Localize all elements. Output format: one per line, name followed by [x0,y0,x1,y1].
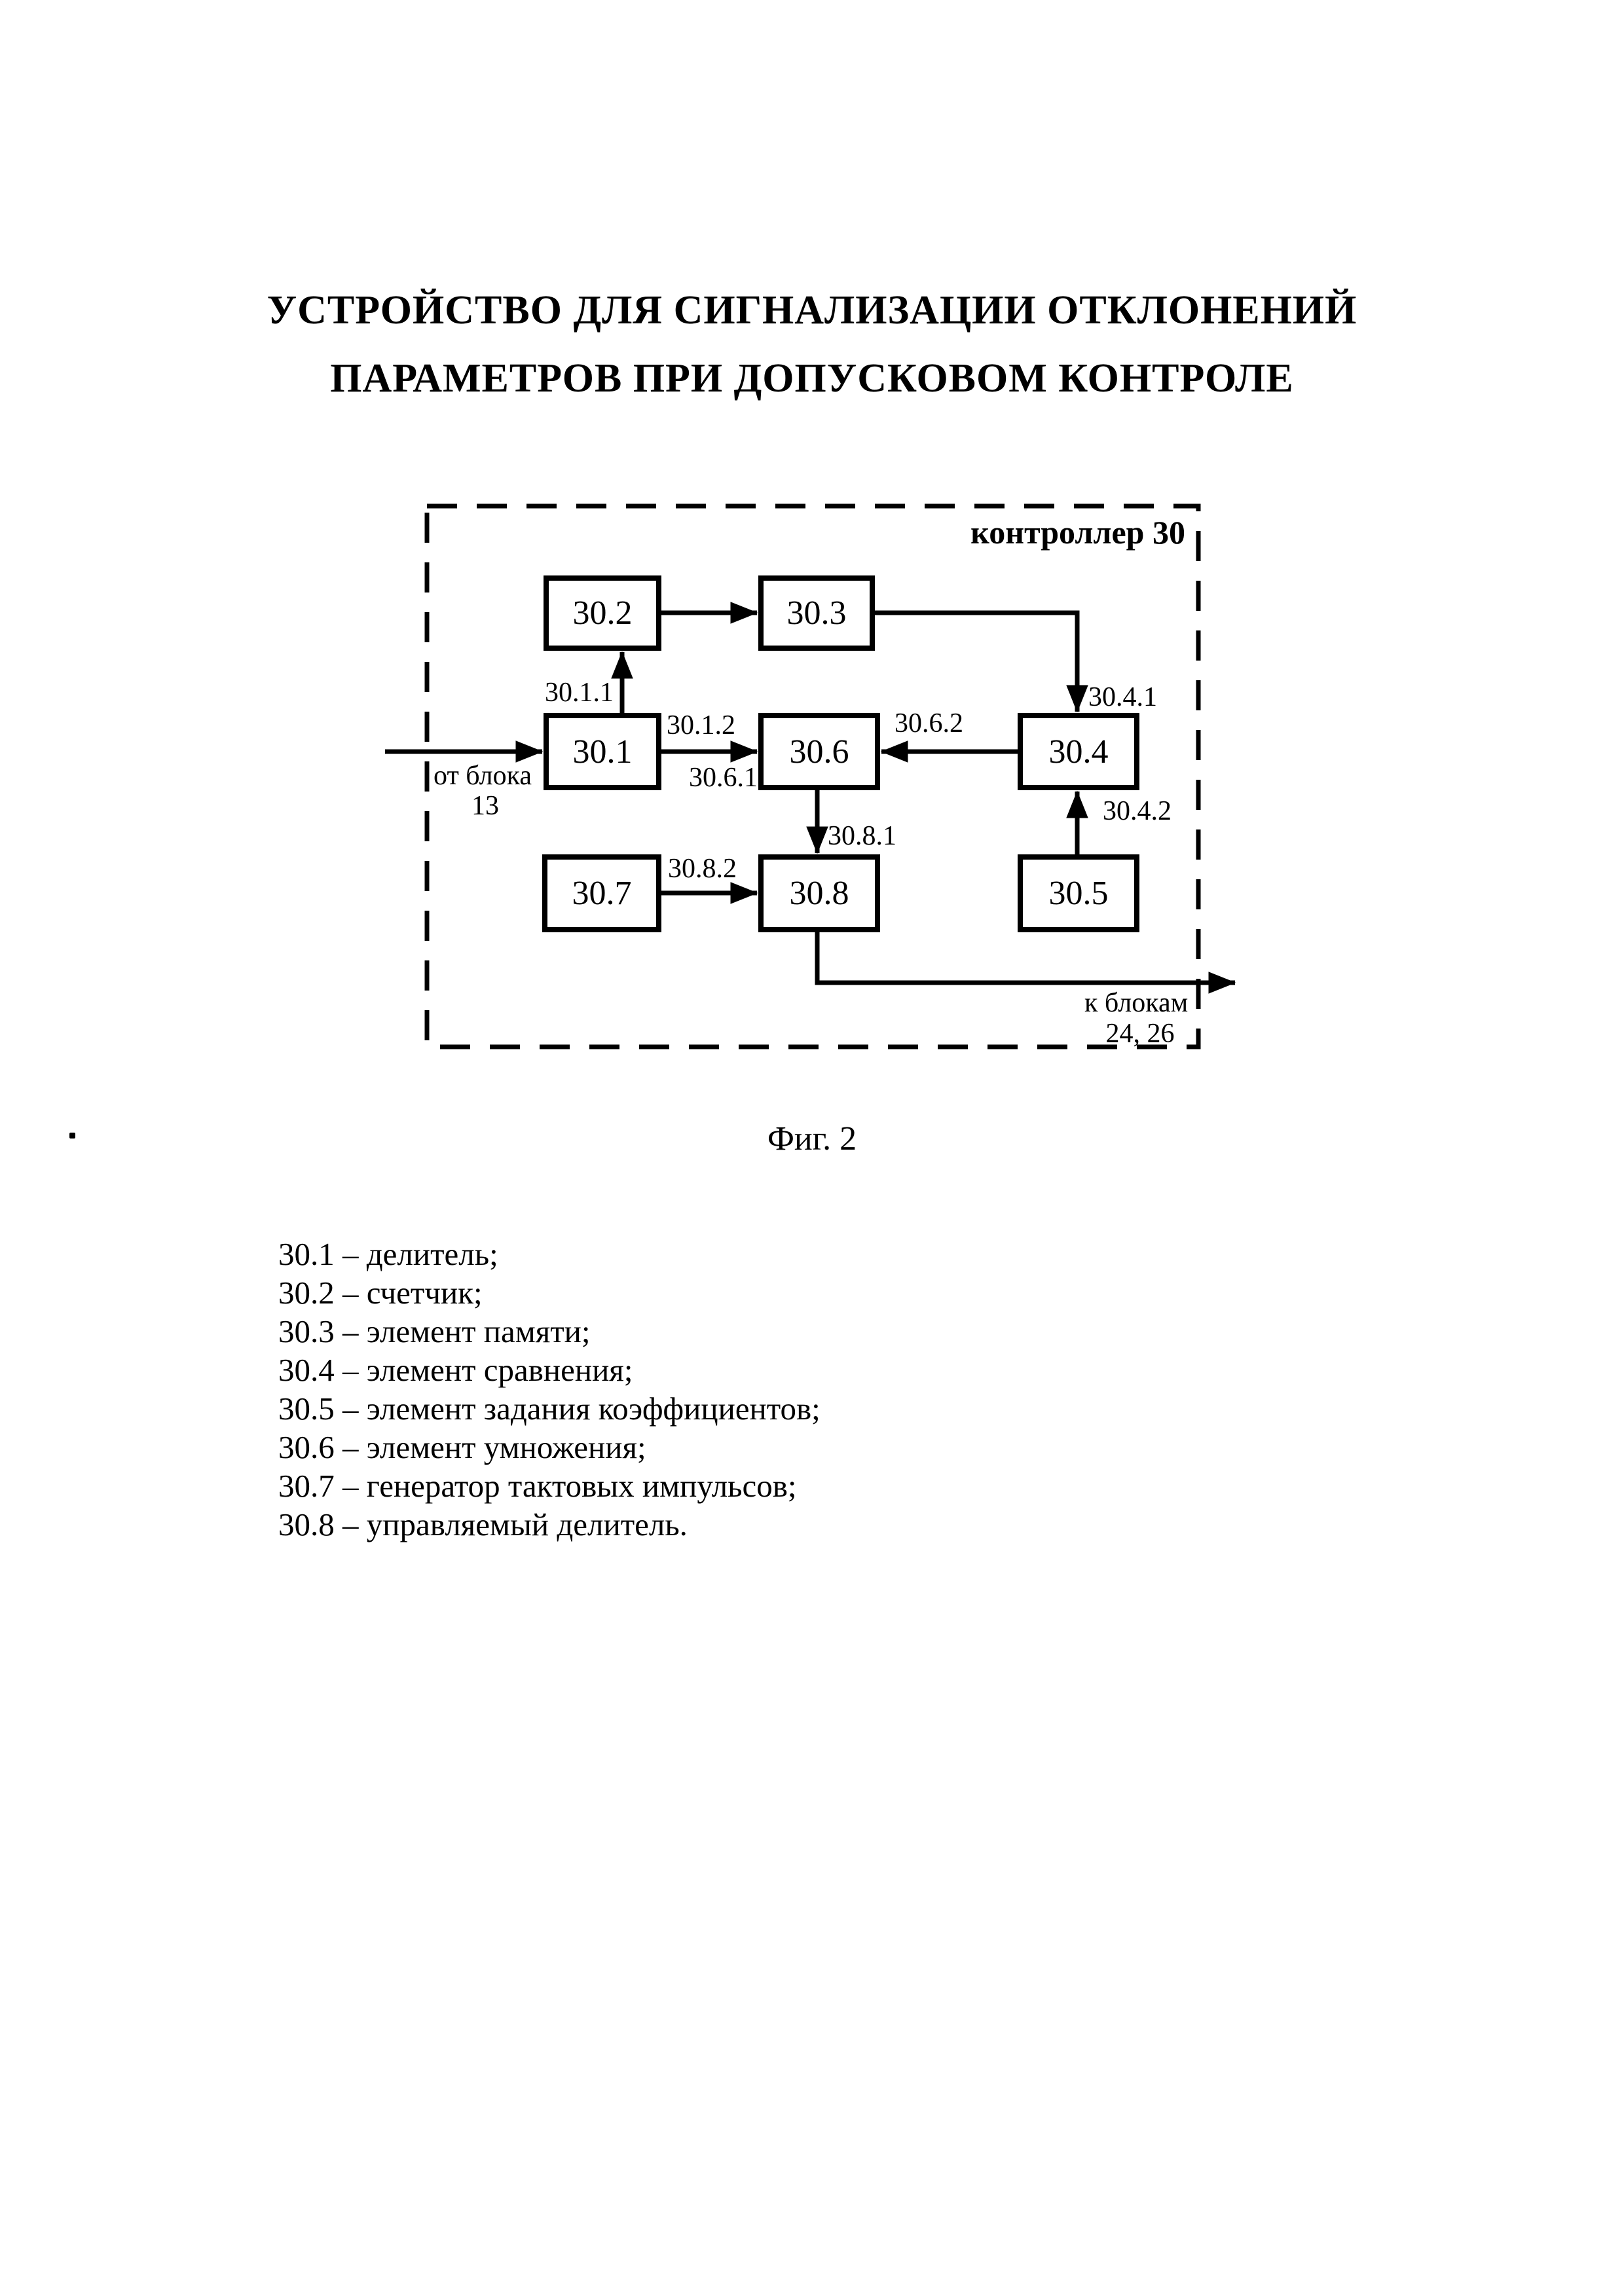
edge-label-30-1-2: 30.1.2 [667,710,735,740]
legend-item-30-8: 30.8 – управляемый делитель. [278,1506,688,1542]
edge-label-30-1-1: 30.1.1 [545,678,614,708]
edge-label-30-8-2: 30.8.2 [668,854,737,884]
input-source-label-line2: 13 [471,791,499,821]
edge-label-30-4-1: 30.4.1 [1088,682,1157,712]
edge-label-30-6-1: 30.6.1 [689,763,758,793]
block-30-3: 30.3 [758,575,875,651]
legend-item-30-4: 30.4 – элемент сравнения; [278,1352,633,1388]
legend-item-30-7: 30.7 – генератор тактовых импульсов; [278,1468,797,1504]
legend-item-30-2: 30.2 – счетчик; [278,1275,483,1311]
block-30-8: 30.8 [758,854,880,932]
block-30-6: 30.6 [758,713,880,790]
block-30-7: 30.7 [542,854,661,932]
block-30-2: 30.2 [544,575,661,651]
output-target-label-line1: к блокам [1084,988,1189,1018]
block-30-4: 30.4 [1018,713,1139,790]
output-target-label-line2: 24, 26 [1105,1019,1175,1049]
legend-item-30-6: 30.6 – элемент умножения; [278,1429,646,1465]
block-30-1: 30.1 [544,713,661,790]
block-30-5: 30.5 [1018,854,1139,932]
edge-label-30-4-2: 30.4.2 [1103,796,1172,826]
legend [278,1235,821,1544]
input-source-label-line1: от блока [434,761,532,791]
figure-caption: Фиг. 2 [767,1120,857,1157]
title-line-2: ПАРАМЕТРОВ ПРИ ДОПУСКОВОМ КОНТРОЛЕ [330,356,1294,401]
edge-30-3-to-30-4 [875,613,1077,712]
edge-label-30-8-1: 30.8.1 [828,821,896,851]
controller-label: контроллер 30 [970,514,1185,551]
legend-item-30-5: 30.5 – элемент задания коэффициентов; [278,1391,821,1427]
title-line-1: УСТРОЙСТВО ДЛЯ СИГНАЛИЗАЦИИ ОТКЛОНЕНИЙ [267,288,1357,333]
legend-item-30-3: 30.3 – элемент памяти; [278,1313,591,1349]
edge-30-8-to-output [817,932,1235,983]
legend-item-30-1: 30.1 – делитель; [278,1236,498,1272]
ink-speck [69,1133,75,1139]
edge-label-30-6-2: 30.6.2 [895,708,963,738]
